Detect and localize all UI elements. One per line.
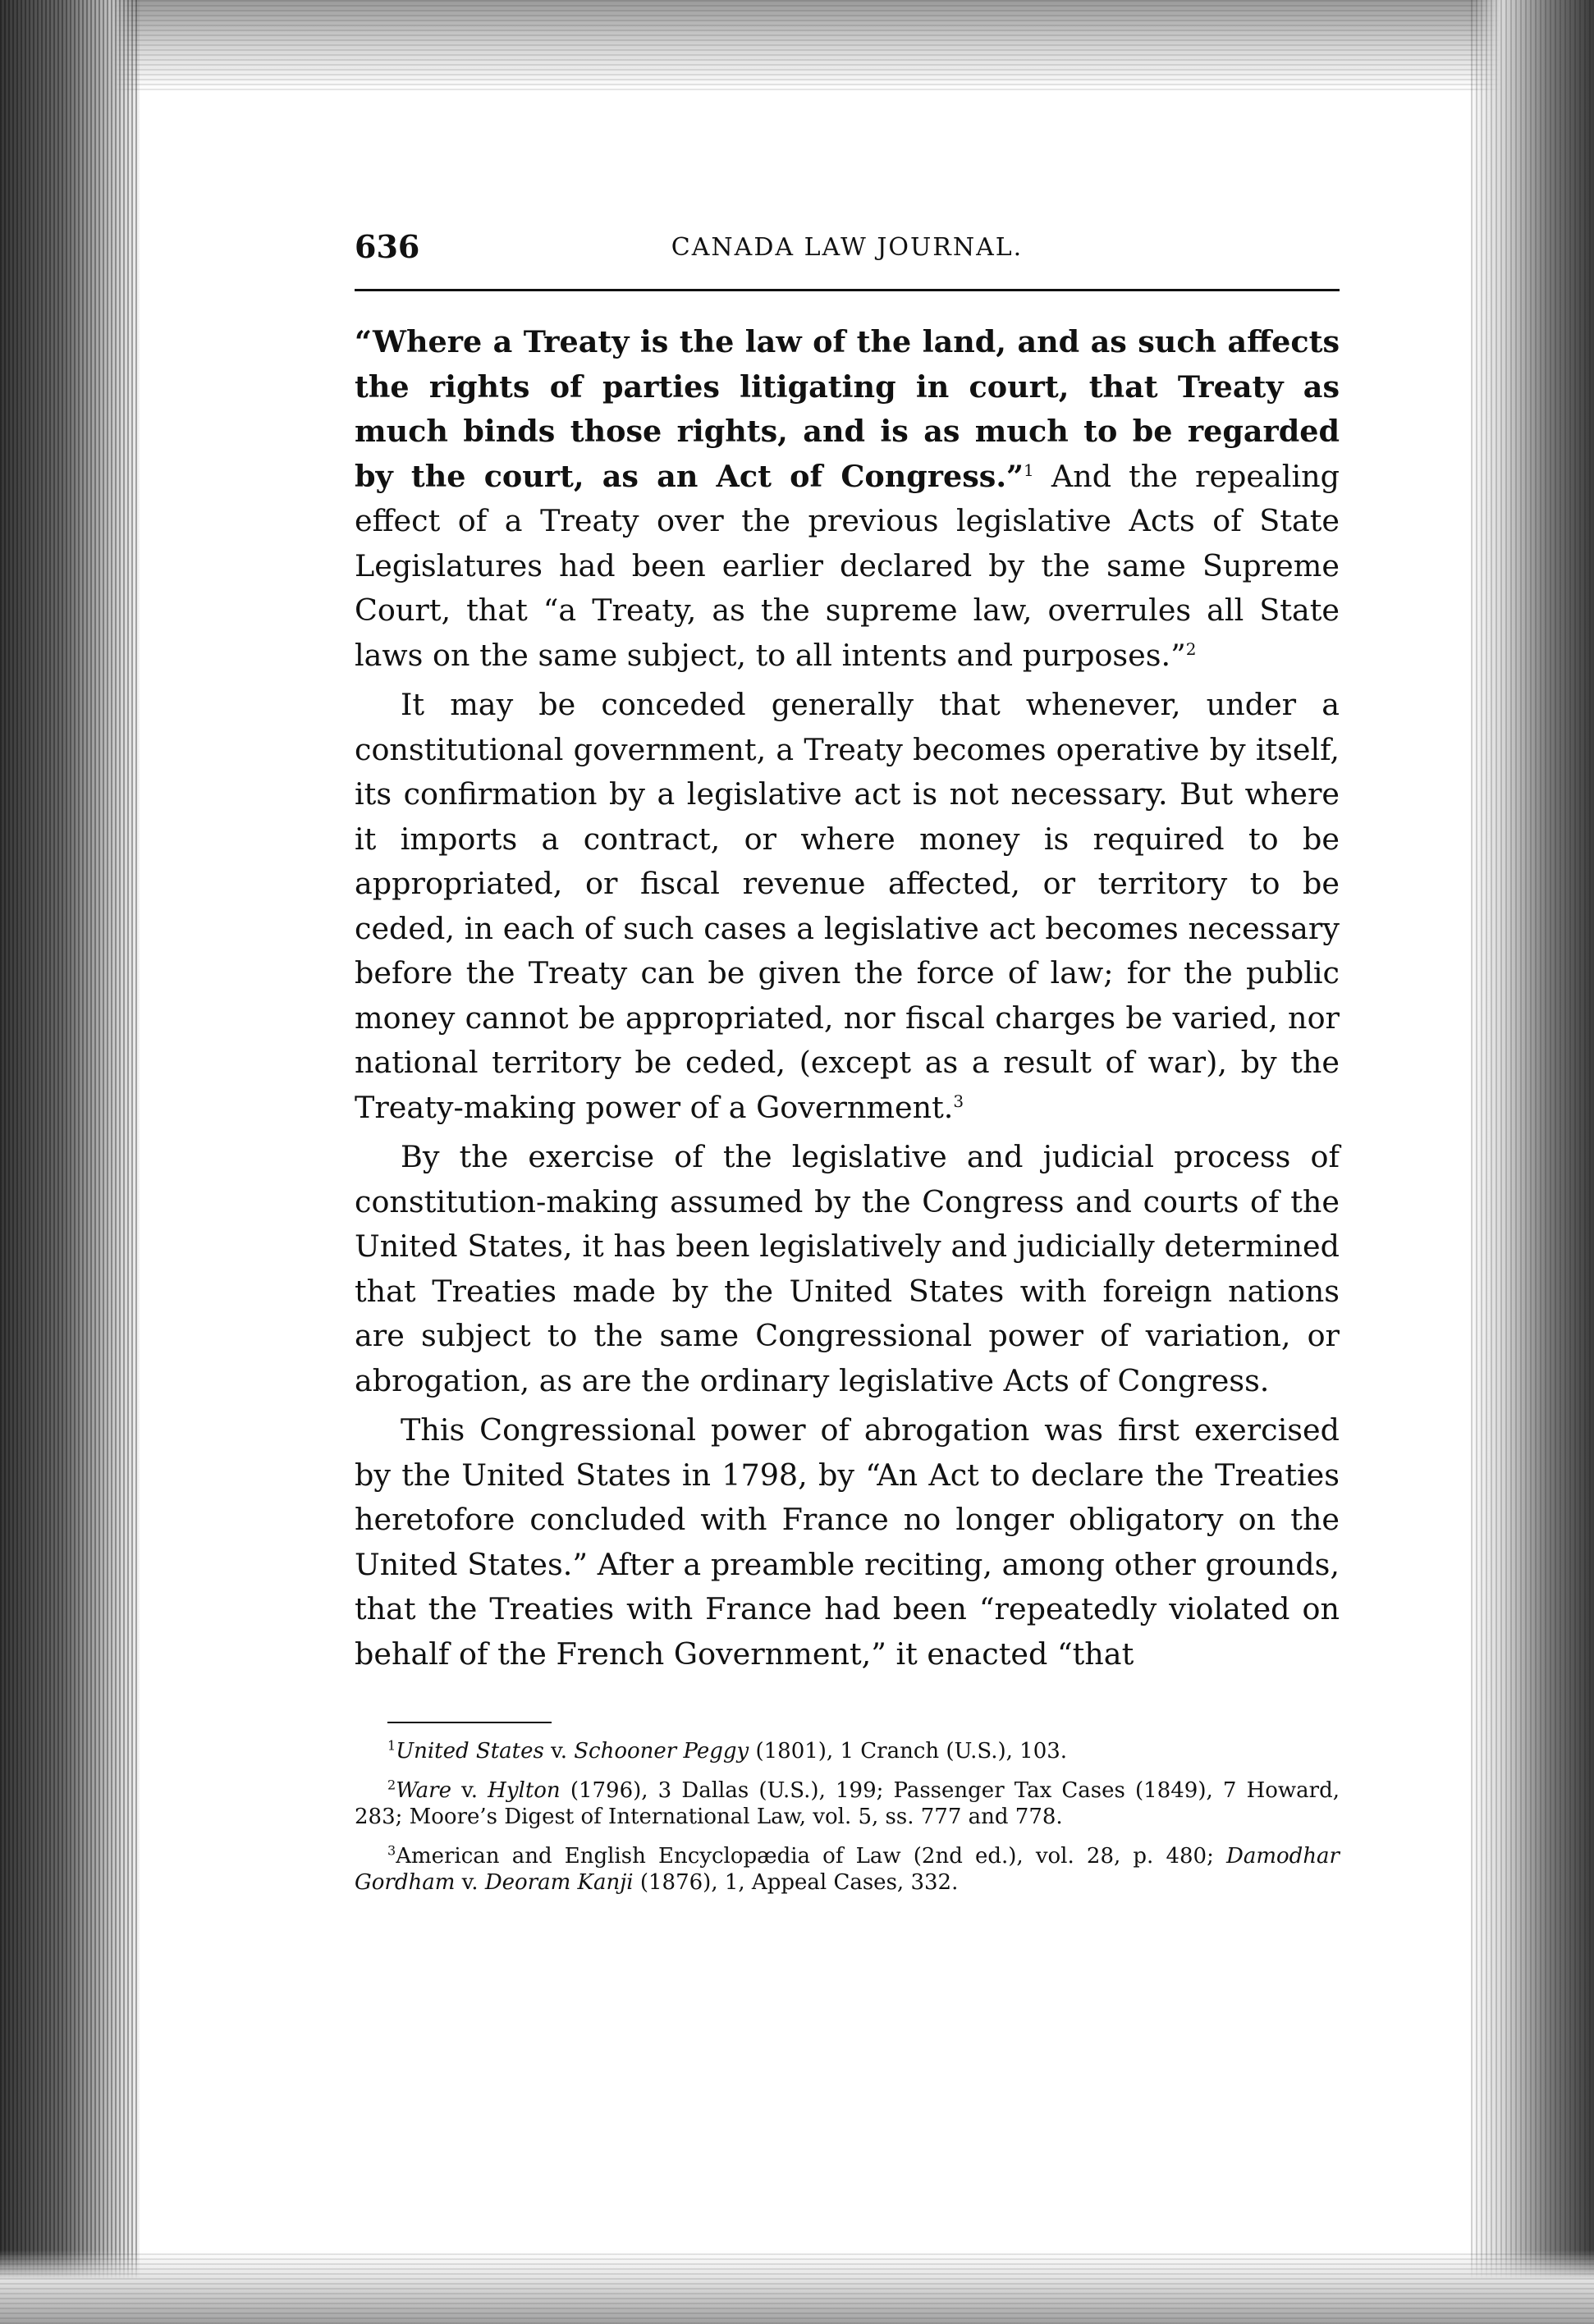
footnote-mark: 3 bbox=[387, 1842, 396, 1859]
case-name: Schooner Peggy bbox=[574, 1739, 749, 1764]
case-name: Damodhar Gordham bbox=[355, 1844, 1340, 1895]
journal-title: CANADA LAW JOURNAL. bbox=[671, 233, 1024, 262]
footnote-3 bbox=[355, 1843, 1340, 1896]
case-name: United States bbox=[396, 1739, 544, 1764]
citation: (1796), 3 Dallas (U.S.), 199; Passenger Tax Cases (1849), 7 Howard, 283; Moore’s Digest of International Law, vol. 5, ss. 777 and 778. bbox=[355, 1778, 1340, 1829]
paragraph-4: This Congressional power of abrogation was first exercised by the United States in 1798, by “An Act to declare the Treaties heretofore concluded with France no longer obligatory on the United States.” After a preamble reciting, among other grounds, that the Treaties with France had been “repeatedly violated on behalf of the French Government,” it enacted “that bbox=[355, 1412, 1340, 1672]
footnote-mark: 1 bbox=[387, 1737, 396, 1754]
footnote-ref-1[interactable]: 1 bbox=[1024, 460, 1034, 480]
footnote-2 bbox=[355, 1777, 1340, 1830]
footnote-1 bbox=[355, 1738, 1340, 1764]
case-name: Hylton bbox=[488, 1778, 561, 1803]
citation: (1801), 1 Cranch (U.S.), 103. bbox=[749, 1739, 1068, 1764]
citation: (1876), 1, Appeal Cases, 332. bbox=[633, 1870, 959, 1895]
paragraph-1 bbox=[355, 320, 1340, 678]
case-name: Deoram Kanji bbox=[484, 1870, 634, 1895]
footnote-mark: 2 bbox=[387, 1777, 396, 1793]
paragraph-2-text: It may be conceded generally that whenever, under a constitutional government, a Treaty becomes operative by itself, its confirmation by a legislative act is not necessary. But where it imports a contract, or where money is required to be appropriated, or fiscal revenue affected, or territory to be ceded, in each of such cases a legislative act becomes necessary before the Treaty can be given the force of law; for the public money cannot be appropriated, nor fiscal charges be varied, nor national territory be ceded, (except as a result of war), by the Treaty-making power of a Government. bbox=[355, 687, 1340, 1125]
body-text bbox=[355, 320, 1340, 1677]
header-rule bbox=[355, 289, 1340, 291]
running-head bbox=[355, 228, 1340, 269]
versus: v. bbox=[543, 1739, 575, 1764]
footnote-rule bbox=[387, 1722, 552, 1723]
case-name: Ware bbox=[396, 1778, 451, 1803]
paragraph-3: By the exercise of the legislative and judicial process of constitution-making assumed by the Congress and courts of the United States, it has been legislatively and judicially determined that Treaties made by the United States with foreign nations are subject to the same Congressional power of variation, or abrogation, as are the ordinary legislative Acts of Congress. bbox=[355, 1139, 1340, 1398]
versus: v. bbox=[451, 1778, 488, 1803]
footnote-ref-2[interactable]: 2 bbox=[1185, 638, 1197, 659]
paragraph-1-rest: And the repealing effect of a Treaty over the previous legislative Acts of State Legislatures had been earlier declared by the same Supreme Court, that “a Treaty, as the supreme law, overrules all State laws on the same subject, to all intents and purposes.” bbox=[355, 458, 1340, 673]
scan-bottom-edge bbox=[0, 2250, 1594, 2324]
quoted-passage: “Where a Treaty is the law of the land, and as such affects the rights of parties litigating in court, that Treaty as much binds those rights, and is as much to be regarded by the court, as an Act of Congress.” bbox=[355, 324, 1340, 494]
footnote-ref-3[interactable]: 3 bbox=[953, 1091, 964, 1111]
scan-top-edge bbox=[0, 0, 1594, 90]
versus: v. bbox=[455, 1870, 485, 1895]
citation-lead: American and English Encyclopædia of Law (2nd ed.), vol. 28, p. 480; bbox=[396, 1844, 1227, 1869]
scan-right-edge bbox=[1471, 0, 1594, 2324]
scan-left-edge bbox=[0, 0, 140, 2324]
paragraph-2 bbox=[355, 683, 1340, 1130]
footnotes bbox=[355, 1738, 1340, 1909]
page-number: 636 bbox=[355, 228, 420, 265]
